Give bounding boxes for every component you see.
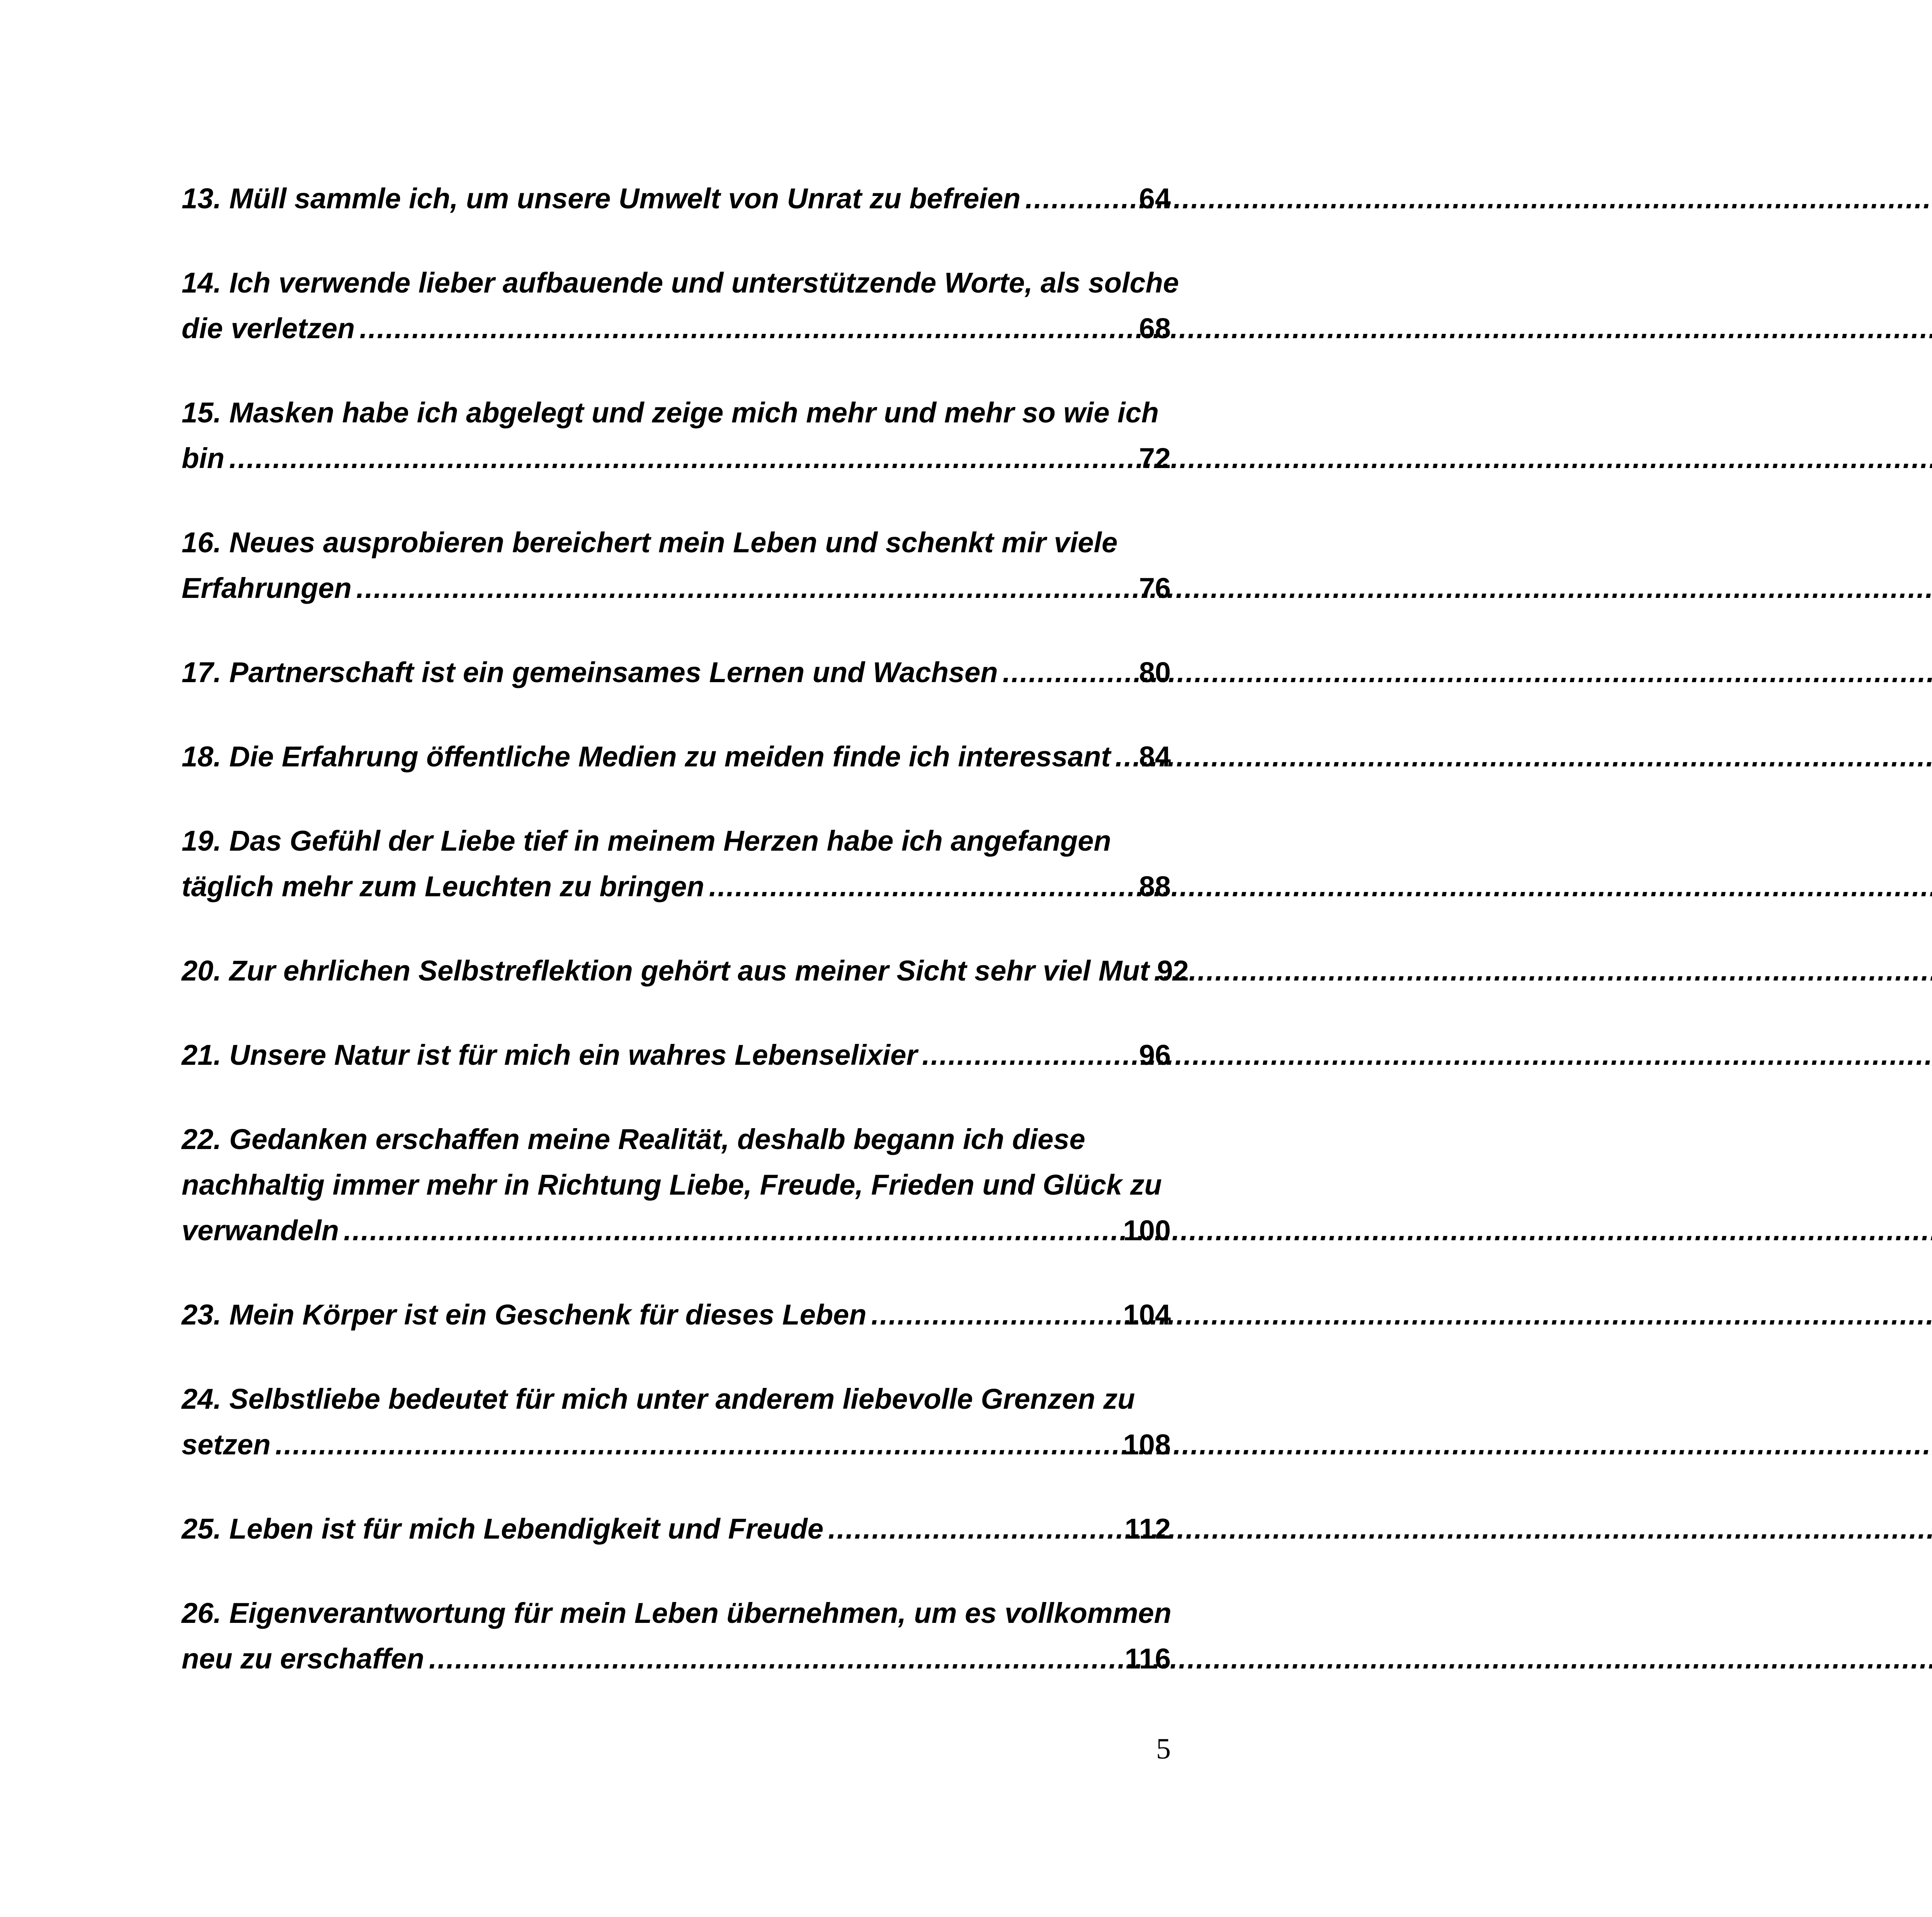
toc-entry-final-line bbox=[182, 565, 1171, 611]
toc-entry bbox=[182, 176, 1171, 221]
toc-entry-title-text: 21. Unsere Natur ist für mich ein wahres Lebenselixier bbox=[182, 1039, 918, 1071]
toc-entry-title-text: 20. Zur ehrlichen Selbstreflektion gehört aus meiner Sicht sehr viel Mut bbox=[182, 955, 1150, 987]
toc-entry-page-number: 88 bbox=[1139, 870, 1171, 902]
toc-entry-title-text: die verletzen bbox=[182, 312, 355, 344]
toc-entry-page-number: 104 bbox=[1123, 1299, 1171, 1331]
toc-entry-title-text: 23. Mein Körper ist ein Geschenk für dieses Leben bbox=[182, 1299, 867, 1331]
dot-leader bbox=[871, 1292, 1120, 1338]
toc-entry-title-text: bin bbox=[182, 442, 224, 474]
toc-entry-final-line bbox=[182, 1422, 1171, 1468]
toc-entry-final-line bbox=[182, 650, 1171, 695]
toc-entry-final-line bbox=[182, 948, 1189, 994]
toc-entry bbox=[182, 1506, 1171, 1552]
toc-entry-page-number: 96 bbox=[1139, 1039, 1171, 1071]
toc-entry-title-text: 14. Ich verwende lieber aufbauende und unterstützende Worte, als solche bbox=[182, 267, 1179, 299]
toc-entry-title-line bbox=[182, 260, 1179, 306]
toc-entry-title-line bbox=[182, 818, 1171, 864]
toc-entry bbox=[182, 520, 1171, 611]
toc-entry bbox=[182, 1376, 1171, 1468]
toc-entry bbox=[182, 818, 1171, 909]
toc-entry-title-text: 19. Das Gefühl der Liebe tief in meinem Herzen habe ich angefangen bbox=[182, 825, 1111, 857]
dot-leader bbox=[922, 1032, 1136, 1078]
toc-entry-title-text: Erfahrungen bbox=[182, 572, 352, 604]
toc-entry bbox=[182, 260, 1179, 351]
toc-entry-final-line bbox=[182, 1636, 1171, 1682]
toc-entry bbox=[182, 1032, 1171, 1078]
toc-entry-page-number: 76 bbox=[1139, 572, 1171, 604]
toc-entry-title-text: verwandeln bbox=[182, 1214, 339, 1246]
toc-entry-title-text: 18. Die Erfahrung öffentliche Medien zu meiden finde ich interessant bbox=[182, 741, 1111, 773]
page-number: 5 bbox=[1156, 1733, 1171, 1765]
dot-leader bbox=[275, 1422, 1120, 1468]
toc-entry-title-line bbox=[182, 390, 1171, 436]
toc-entry bbox=[182, 1590, 1171, 1682]
toc-entry bbox=[182, 390, 1171, 481]
toc-entry-page-number: 64 bbox=[1139, 182, 1171, 215]
toc-entry-page-number: 72 bbox=[1139, 442, 1171, 474]
toc-entry-page-number: 84 bbox=[1139, 741, 1171, 773]
toc-entry bbox=[182, 650, 1171, 695]
toc-entry-final-line bbox=[182, 1208, 1171, 1253]
toc-entry-final-line bbox=[182, 1506, 1171, 1552]
toc-entry-title-line bbox=[182, 520, 1171, 565]
dot-leader bbox=[356, 565, 1136, 611]
toc-entry-title-text: setzen bbox=[182, 1428, 271, 1461]
toc-entry-title-text: 22. Gedanken erschaffen meine Realität, deshalb begann ich diese bbox=[182, 1123, 1085, 1155]
dot-leader bbox=[709, 864, 1136, 909]
toc-entry bbox=[182, 734, 1171, 780]
toc-entry-final-line bbox=[182, 1292, 1171, 1338]
dot-leader bbox=[429, 1636, 1122, 1682]
toc-entry-final-line bbox=[182, 1032, 1171, 1078]
toc-entry bbox=[182, 1117, 1171, 1253]
toc-entry bbox=[182, 948, 1189, 994]
dot-leader bbox=[828, 1506, 1121, 1552]
toc-entry-final-line bbox=[182, 864, 1171, 909]
table-of-contents bbox=[182, 176, 1189, 1720]
toc-entry-page-number: 112 bbox=[1124, 1513, 1171, 1545]
toc-entry bbox=[182, 1292, 1171, 1338]
toc-entry-title-text: neu zu erschaffen bbox=[182, 1643, 424, 1675]
toc-entry-page-number: 92 bbox=[1157, 955, 1189, 987]
toc-entry-title-line bbox=[182, 1117, 1171, 1162]
dot-leader bbox=[344, 1208, 1120, 1253]
toc-entry-title-text: 17. Partnerschaft ist ein gemeinsames Lernen und Wachsen bbox=[182, 656, 998, 688]
toc-entry-page-number: 116 bbox=[1124, 1643, 1171, 1675]
toc-entry-title-text: 15. Masken habe ich abgelegt und zeige mich mehr und mehr so wie ich bbox=[182, 397, 1159, 429]
toc-entry-title-text: 16. Neues ausprobieren bereichert mein Leben und schenkt mir viele bbox=[182, 526, 1118, 558]
toc-entry-title-line bbox=[182, 1376, 1171, 1422]
toc-entry-final-line bbox=[182, 176, 1171, 221]
toc-entry-page-number: 68 bbox=[1139, 312, 1171, 344]
dot-leader bbox=[1115, 734, 1136, 780]
toc-entry-title-line bbox=[182, 1162, 1171, 1208]
toc-entry-title-line bbox=[182, 1590, 1171, 1636]
toc-entry-title-text: 26. Eigenverantwortung für mein Leben übernehmen, um es vollkommen bbox=[182, 1597, 1172, 1629]
toc-entry-title-text: 25. Leben ist für mich Lebendigkeit und Freude bbox=[182, 1513, 824, 1545]
toc-entry-title-text: 13. Müll sammle ich, um unsere Umwelt von Unrat zu befreien bbox=[182, 182, 1021, 215]
toc-entry-page-number: 80 bbox=[1139, 656, 1171, 688]
dot-leader bbox=[229, 436, 1136, 481]
dot-leader bbox=[1002, 650, 1136, 695]
toc-entry-page-number: 108 bbox=[1123, 1428, 1171, 1461]
toc-entry-final-line bbox=[182, 306, 1171, 351]
toc-entry-final-line bbox=[182, 436, 1171, 481]
toc-entry-title-text: nachhaltig immer mehr in Richtung Liebe, Freude, Frieden und Glück zu bbox=[182, 1169, 1162, 1201]
toc-entry-title-text: 24. Selbstliebe bedeutet für mich unter anderem liebevolle Grenzen zu bbox=[182, 1383, 1135, 1415]
toc-entry-title-text: täglich mehr zum Leuchten zu bringen bbox=[182, 870, 704, 902]
toc-entry-final-line bbox=[182, 734, 1171, 780]
dot-leader bbox=[1025, 176, 1136, 221]
dot-leader bbox=[359, 306, 1136, 351]
toc-entry-page-number: 100 bbox=[1123, 1214, 1171, 1246]
